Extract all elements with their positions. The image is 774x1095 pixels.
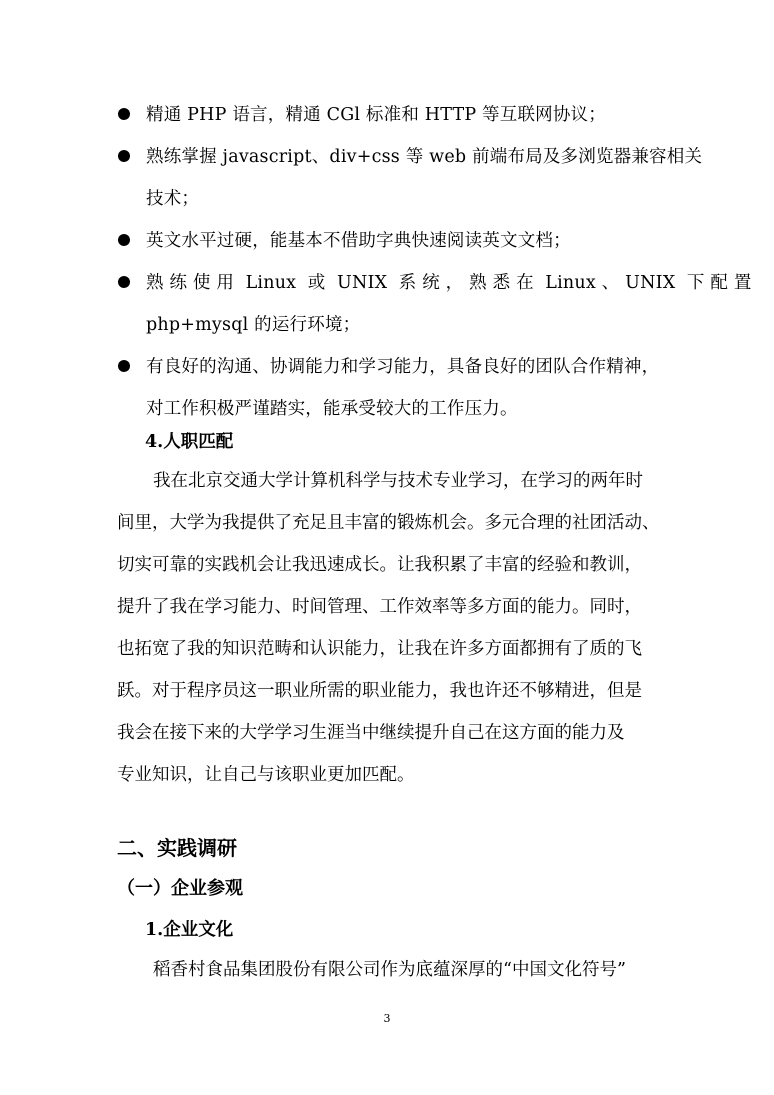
paragraph-line: 间里，大学为我提供了充足且丰富的锻炼机会。多元合理的社团活动、 <box>117 513 660 533</box>
list-item-text: 熟练掌握 javascript、div+css 等 web 前端布局及多浏览器兼容相关 <box>146 147 703 167</box>
list-item <box>118 220 663 262</box>
list-item-text: 英文水平过硬，能基本不借助字典快速阅读英文文档； <box>146 231 571 251</box>
list-item <box>118 94 663 136</box>
list-item-text: 有良好的沟通、协调能力和学习能力，具备良好的团队合作精神， <box>146 357 660 377</box>
list-item-text: 技术； <box>146 189 200 209</box>
bullet-dot-icon <box>118 276 130 288</box>
paragraph-line: 跃。对于程序员这一职业所需的职业能力，我也许还不够精进，但是 <box>117 681 642 701</box>
list-item <box>118 136 703 220</box>
list-item-text: 熟 练 使 用 Linux 或 UNIX 系 统 ， 熟 悉 在 Linux 、 UNIX 下 配 置 <box>146 273 752 293</box>
paragraph-line: 我会在接下来的大学学习生涯当中继续提升自己在这方面的能力及 <box>117 723 625 743</box>
list-item-text: 对工作积极严谨踏实，能承受较大的工作压力。 <box>146 399 518 419</box>
sub-heading: 1.企业文化 <box>145 920 234 940</box>
paragraph-line: 切实可靠的实践机会让我迅速成长。让我积累了丰富的经验和教训， <box>117 555 642 575</box>
paragraph-line: 我在北京交通大学计算机科学与技术专业学习，在学习的两年时 <box>153 471 643 491</box>
bullet-dot-icon <box>118 108 130 120</box>
paragraph-line: 专业知识，让自己与该职业更加匹配。 <box>117 765 415 785</box>
list-item <box>118 262 752 346</box>
section-heading: 4.人职匹配 <box>145 432 234 452</box>
paragraph-line: 提升了我在学习能力、时间管理、工作效率等多方面的能力。同时， <box>117 597 642 617</box>
list-item-text: 精通 PHP 语言，精通 CGl 标准和 HTTP 等互联网协议； <box>146 105 606 125</box>
list-item-text: php+mysql 的运行环境； <box>146 315 361 335</box>
chapter-title: 二、实践调研 <box>117 836 237 860</box>
page-number: 3 <box>383 1012 391 1025</box>
bullet-dot-icon <box>118 360 130 372</box>
list-item <box>118 346 663 430</box>
paragraph-line: 稻香村食品集团股份有限公司作为底蕴深厚的“中国文化符号” <box>153 960 626 980</box>
bullet-dot-icon <box>118 234 130 246</box>
paragraph-line: 也拓宽了我的知识范畴和认识能力，让我在许多方面都拥有了质的飞 <box>117 639 642 659</box>
bullet-dot-icon <box>118 150 130 162</box>
subsection-title: （一）企业参观 <box>117 878 243 899</box>
